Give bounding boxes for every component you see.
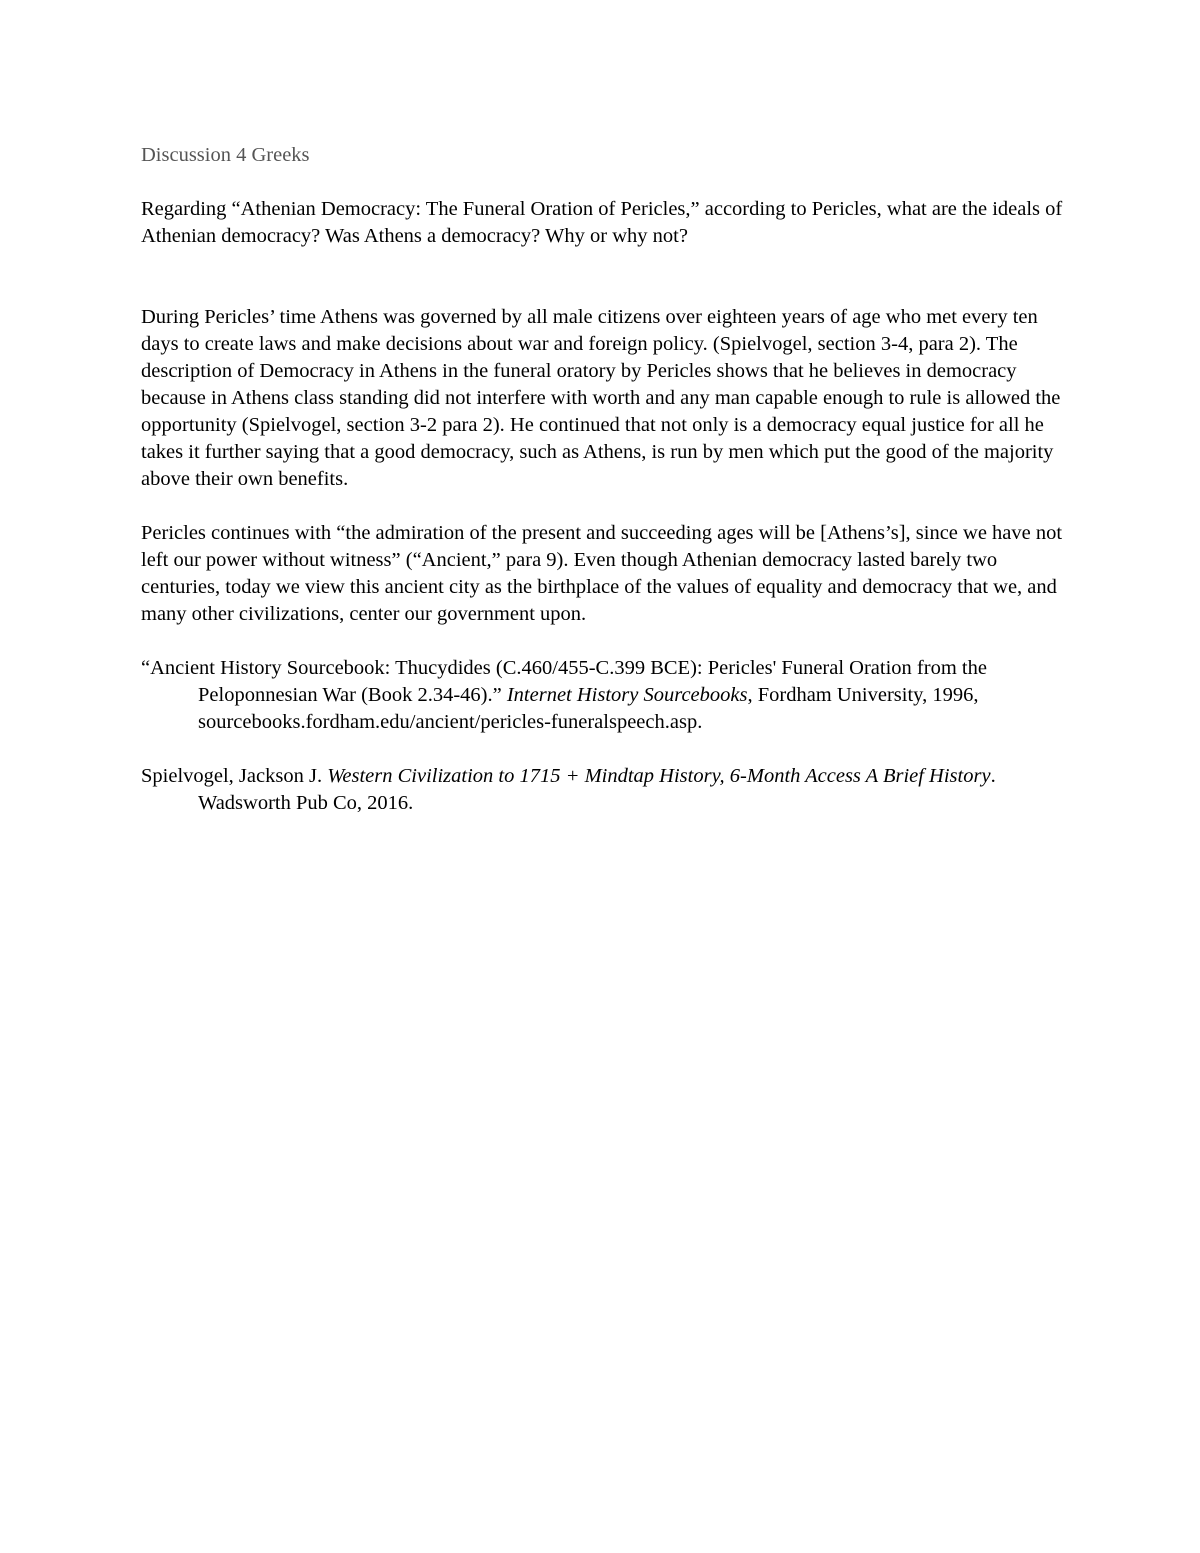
citation-1-source-title: Internet History Sourcebooks (506, 684, 748, 706)
citation-2-author: Spielvogel, Jackson J. (141, 765, 328, 787)
citation-1-details: , Fordham University, 1996, sourcebooks.fordham.edu/ancient/pericles-funeralspeech.asp. (198, 684, 979, 733)
citation-2 (141, 763, 1071, 817)
citation-1-text: “Ancient History Sourcebook: Thucydides (C.460/455-C.399 BCE): Pericles' Funeral Oration from the Peloponnesian War (Book 2.34-46).” (141, 657, 987, 706)
citation-2-details: . Wadsworth Pub Co, 2016. (198, 765, 996, 814)
document-body (141, 142, 1071, 844)
citation-1 (141, 655, 1071, 736)
spacer (141, 493, 1071, 520)
body-paragraph-1: During Pericles’ time Athens was governed by all male citizens over eighteen years of age who met every ten days to create laws and make decisions about war and foreign policy. (Spielvogel, section 3-4, para 2). The description of Democracy in Athens in the funeral oratory by Pericles shows that he believes in democracy because in Athens class standing did not interfere with worth and any man capable enough to rule is allowed the opportunity (Spielvogel, section 3-2 para 2). He continued that not only is a democracy equal justice for all he takes it further saying that a good democracy, such as Athens, is run by men which put the good of the majority above their own benefits. (141, 306, 1061, 490)
spacer (141, 250, 1071, 304)
discussion-question: Regarding “Athenian Democracy: The Funeral Oration of Pericles,” according to Pericles, what are the ideals of Athenian democracy? Was Athens a democracy? Why or why not? (141, 198, 1063, 247)
works-cited (141, 655, 1071, 817)
document-title: Discussion 4 Greeks (141, 144, 310, 166)
citation-2-book-title: Western Civilization to 1715 + Mindtap History, 6-Month Access A Brief History (327, 765, 991, 787)
body-paragraph-2: Pericles continues with “the admiration of the present and succeeding ages will be [Athens’s], since we have not left our power without witness” (“Ancient,” para 9). Even though Athenian democracy lasted barely two centuries, today we view this ancient city as the birthplace of the values of equality and democracy that we, and many other civilizations, center our government upon. (141, 522, 1063, 625)
